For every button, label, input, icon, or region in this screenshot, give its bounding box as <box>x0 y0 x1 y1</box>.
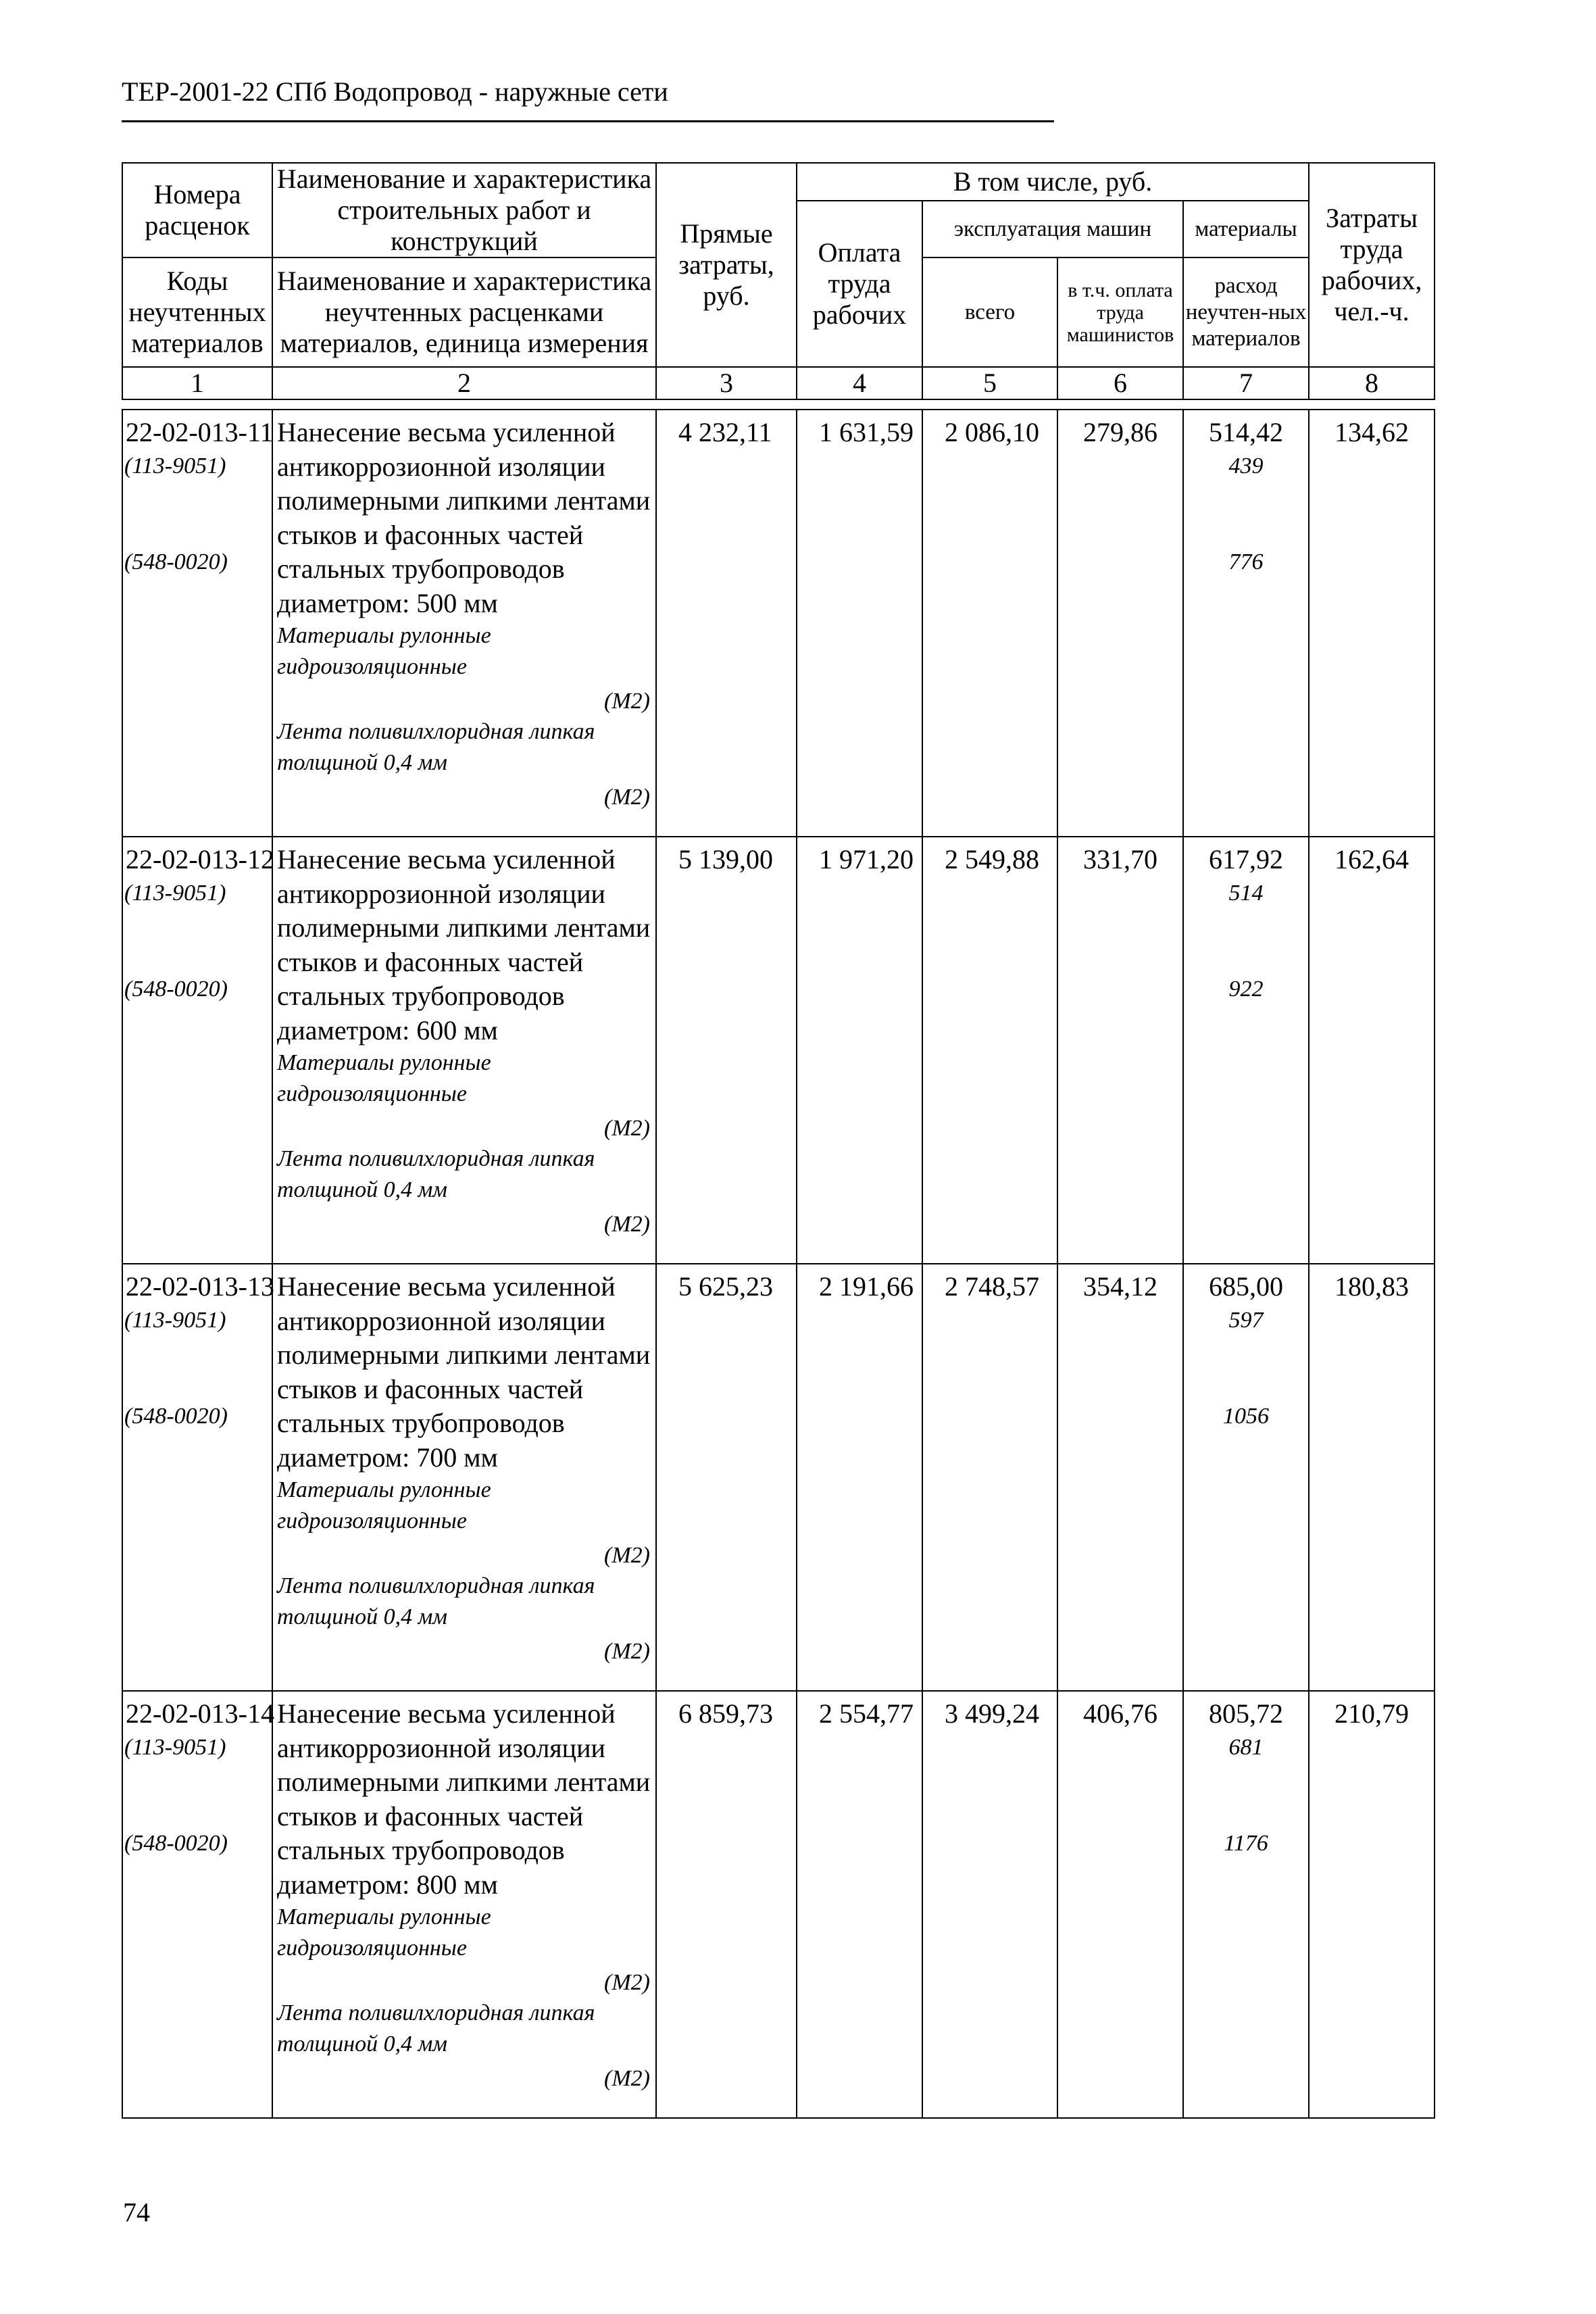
material-code: (548-0020) <box>124 549 228 574</box>
page-number: 74 <box>123 2197 150 2227</box>
rate-name: Нанесение весьма усиленной антикоррозионной изоляции полимерными липкими лентами стыков и фасонных частей стальных трубопроводов диаметром: 800 мм <box>277 1698 651 1900</box>
labor-pay: 2 554,77 <box>819 1698 914 1729</box>
rate-code-cell <box>122 1691 272 2118</box>
material-name: Материалы рулонные гидроизоляционные <box>277 623 491 679</box>
page-title: ТЕР-2001-22 СПб Водопровод - наружные сети <box>122 76 668 107</box>
material-name-block <box>273 1902 655 1998</box>
header-machinists-pay: в т.ч. оплата труда машинистов <box>1057 257 1183 367</box>
rate-name-cell <box>272 410 656 837</box>
rate-name-cell <box>272 1264 656 1691</box>
machinists-pay-cell <box>1057 410 1183 837</box>
labor-hours: 210,79 <box>1335 1698 1409 1729</box>
material-code: (113-9051) <box>124 881 226 906</box>
material-code-block <box>123 1304 272 1400</box>
material-usage: 1056 <box>1223 1404 1269 1429</box>
material-code: (548-0020) <box>124 977 228 1002</box>
rates-table <box>122 409 1435 2119</box>
labor-hours: 162,64 <box>1335 844 1409 875</box>
material-name: Лента поливилхлоридная липкая толщиной 0,4 мм <box>277 719 595 775</box>
material-code-block <box>123 545 272 641</box>
materials-cost: 685,00 <box>1209 1271 1283 1302</box>
header-including: В том числе, руб. <box>797 163 1309 201</box>
machinists-pay: 279,86 <box>1083 417 1157 447</box>
material-name: Лента поливилхлоридная липкая толщиной 0,4 мм <box>277 1573 595 1629</box>
material-unit: (М2) <box>604 1639 650 1664</box>
machines-total-cell <box>922 1264 1057 1691</box>
material-usage-block <box>1184 973 1308 1068</box>
material-code-block <box>123 973 272 1068</box>
material-usage-block <box>1184 877 1308 973</box>
header-direct-costs: Прямые затраты, руб. <box>656 163 797 367</box>
machinists-pay: 354,12 <box>1083 1271 1157 1302</box>
materials-cell <box>1183 1264 1309 1691</box>
header-codes: Номера расценок <box>122 163 272 257</box>
machines-total: 2 748,57 <box>945 1271 1039 1302</box>
material-code: (548-0020) <box>124 1404 228 1429</box>
header-work-name: Наименование и характеристика строительных работ и конструкций <box>272 163 656 257</box>
labor-pay: 1 971,20 <box>819 844 914 875</box>
title-rule <box>122 120 1054 122</box>
material-unit: (М2) <box>604 1116 650 1141</box>
labor-pay: 1 631,59 <box>819 417 914 447</box>
rate-code: 22-02-013-12 <box>126 844 274 875</box>
labor-hours-cell <box>1309 1264 1435 1691</box>
machines-total: 2 086,10 <box>945 417 1039 447</box>
labor-pay-cell <box>797 1264 922 1691</box>
rate-code-cell <box>122 1264 272 1691</box>
labor-pay-cell <box>797 410 922 837</box>
material-usage-block <box>1184 1400 1308 1496</box>
rate-code: 22-02-013-11 <box>126 417 274 447</box>
labor-hours-cell <box>1309 837 1435 1264</box>
column-index-7: 7 <box>1183 367 1309 399</box>
material-unit: (М2) <box>604 1212 650 1237</box>
rate-code-cell <box>122 837 272 1264</box>
material-usage-block <box>1184 1827 1308 1923</box>
labor-pay: 2 191,66 <box>819 1271 914 1302</box>
table-row <box>122 410 1435 837</box>
header-materials: материалы <box>1183 201 1309 257</box>
machines-total: 3 499,24 <box>945 1698 1039 1729</box>
table-header <box>122 162 1435 400</box>
table-row <box>122 1264 1435 1691</box>
material-usage: 597 <box>1228 1308 1264 1333</box>
material-name-block <box>273 620 655 716</box>
material-code: (113-9051) <box>124 453 226 478</box>
rate-name-cell <box>272 837 656 1264</box>
direct-costs: 5 625,23 <box>678 1271 773 1302</box>
labor-pay-cell <box>797 837 922 1264</box>
machinists-pay: 331,70 <box>1083 844 1157 875</box>
material-name-block <box>273 1475 655 1571</box>
machinists-pay-cell <box>1057 1691 1183 2118</box>
material-usage-block <box>1184 1304 1308 1400</box>
materials-cell <box>1183 1691 1309 2118</box>
material-code-block <box>123 1827 272 1923</box>
material-name: Лента поливилхлоридная липкая толщиной 0,4 мм <box>277 2000 595 2057</box>
table-row <box>122 1691 1435 2118</box>
labor-hours: 134,62 <box>1335 417 1409 447</box>
column-index-4: 4 <box>797 367 922 399</box>
table-row <box>122 837 1435 1264</box>
direct-costs-cell <box>656 410 797 837</box>
direct-costs-cell <box>656 1264 797 1691</box>
rate-name-cell <box>272 1691 656 2118</box>
materials-cost: 805,72 <box>1209 1698 1283 1729</box>
rate-name: Нанесение весьма усиленной антикоррозионной изоляции полимерными липкими лентами стыков и фасонных частей стальных трубопроводов диаметром: 600 мм <box>277 844 651 1045</box>
machinists-pay-cell <box>1057 1264 1183 1691</box>
material-code-block <box>123 1731 272 1827</box>
rate-code-cell <box>122 410 272 837</box>
material-usage: 776 <box>1228 549 1264 574</box>
header-machines-total: всего <box>922 257 1057 367</box>
column-index-6: 6 <box>1057 367 1183 399</box>
material-usage: 1176 <box>1224 1831 1268 1856</box>
material-unit: (М2) <box>604 1543 650 1568</box>
material-usage: 514 <box>1228 881 1264 906</box>
direct-costs-cell <box>656 837 797 1264</box>
machines-total-cell <box>922 1691 1057 2118</box>
material-name: Лента поливилхлоридная липкая толщиной 0,4 мм <box>277 1146 595 1202</box>
direct-costs: 4 232,11 <box>678 417 772 447</box>
machinists-pay: 406,76 <box>1083 1698 1157 1729</box>
header-machines: эксплуатация машин <box>922 201 1183 257</box>
material-name-block <box>273 1143 655 1239</box>
material-code: (113-9051) <box>124 1735 226 1760</box>
machinists-pay-cell <box>1057 837 1183 1264</box>
column-index-2: 2 <box>272 367 656 399</box>
header-labor-hours: Затраты труда рабочих, чел.-ч. <box>1309 163 1435 367</box>
material-usage-block <box>1184 545 1308 641</box>
column-index-8: 8 <box>1309 367 1435 399</box>
rate-code: 22-02-013-13 <box>126 1271 274 1302</box>
direct-costs: 5 139,00 <box>678 844 773 875</box>
material-name-block <box>273 1571 655 1667</box>
column-index-5: 5 <box>922 367 1057 399</box>
header-material-usage: расход неучтен-ных материалов <box>1183 257 1309 367</box>
direct-costs: 6 859,73 <box>678 1698 773 1729</box>
direct-costs-cell <box>656 1691 797 2118</box>
materials-cell <box>1183 410 1309 837</box>
column-index-1: 1 <box>122 367 272 399</box>
material-usage: 439 <box>1228 453 1264 478</box>
material-code: (548-0020) <box>124 1831 228 1856</box>
machines-total: 2 549,88 <box>945 844 1039 875</box>
material-usage: 922 <box>1228 977 1264 1002</box>
labor-hours: 180,83 <box>1335 1271 1409 1302</box>
material-unit: (М2) <box>604 689 650 714</box>
rate-name: Нанесение весьма усиленной антикоррозионной изоляции полимерными липкими лентами стыков и фасонных частей стальных трубопроводов диаметром: 700 мм <box>277 1271 651 1473</box>
header-material-codes: Коды неучтенных материалов <box>122 257 272 367</box>
materials-cost: 514,42 <box>1209 417 1283 447</box>
material-code: (113-9051) <box>124 1308 226 1333</box>
labor-hours-cell <box>1309 1691 1435 2118</box>
machines-total-cell <box>922 837 1057 1264</box>
material-unit: (М2) <box>604 1970 650 1995</box>
materials-cost: 617,92 <box>1209 844 1283 875</box>
column-index-3: 3 <box>656 367 797 399</box>
material-name: Материалы рулонные гидроизоляционные <box>277 1904 491 1961</box>
material-code-block <box>123 449 272 545</box>
rate-code: 22-02-013-14 <box>126 1698 274 1729</box>
header-material-name: Наименование и характеристика неучтенных расценками материалов, единица измерения <box>272 257 656 367</box>
labor-pay-cell <box>797 1691 922 2118</box>
machines-total-cell <box>922 410 1057 837</box>
material-name: Материалы рулонные гидроизоляционные <box>277 1477 491 1533</box>
material-usage: 681 <box>1228 1735 1264 1760</box>
material-unit: (М2) <box>604 785 650 810</box>
materials-cell <box>1183 837 1309 1264</box>
material-code-block <box>123 877 272 973</box>
material-usage-block <box>1184 449 1308 545</box>
labor-hours-cell <box>1309 410 1435 837</box>
material-name-block <box>273 716 655 812</box>
material-usage-block <box>1184 1731 1308 1827</box>
material-name-block <box>273 1048 655 1143</box>
material-unit: (М2) <box>604 2066 650 2091</box>
rate-name: Нанесение весьма усиленной антикоррозионной изоляции полимерными липкими лентами стыков и фасонных частей стальных трубопроводов диаметром: 500 мм <box>277 417 651 618</box>
material-name-block <box>273 1998 655 2094</box>
header-labor-pay: Оплата труда рабочих <box>797 201 922 367</box>
material-name: Материалы рулонные гидроизоляционные <box>277 1050 491 1106</box>
material-code-block <box>123 1400 272 1496</box>
